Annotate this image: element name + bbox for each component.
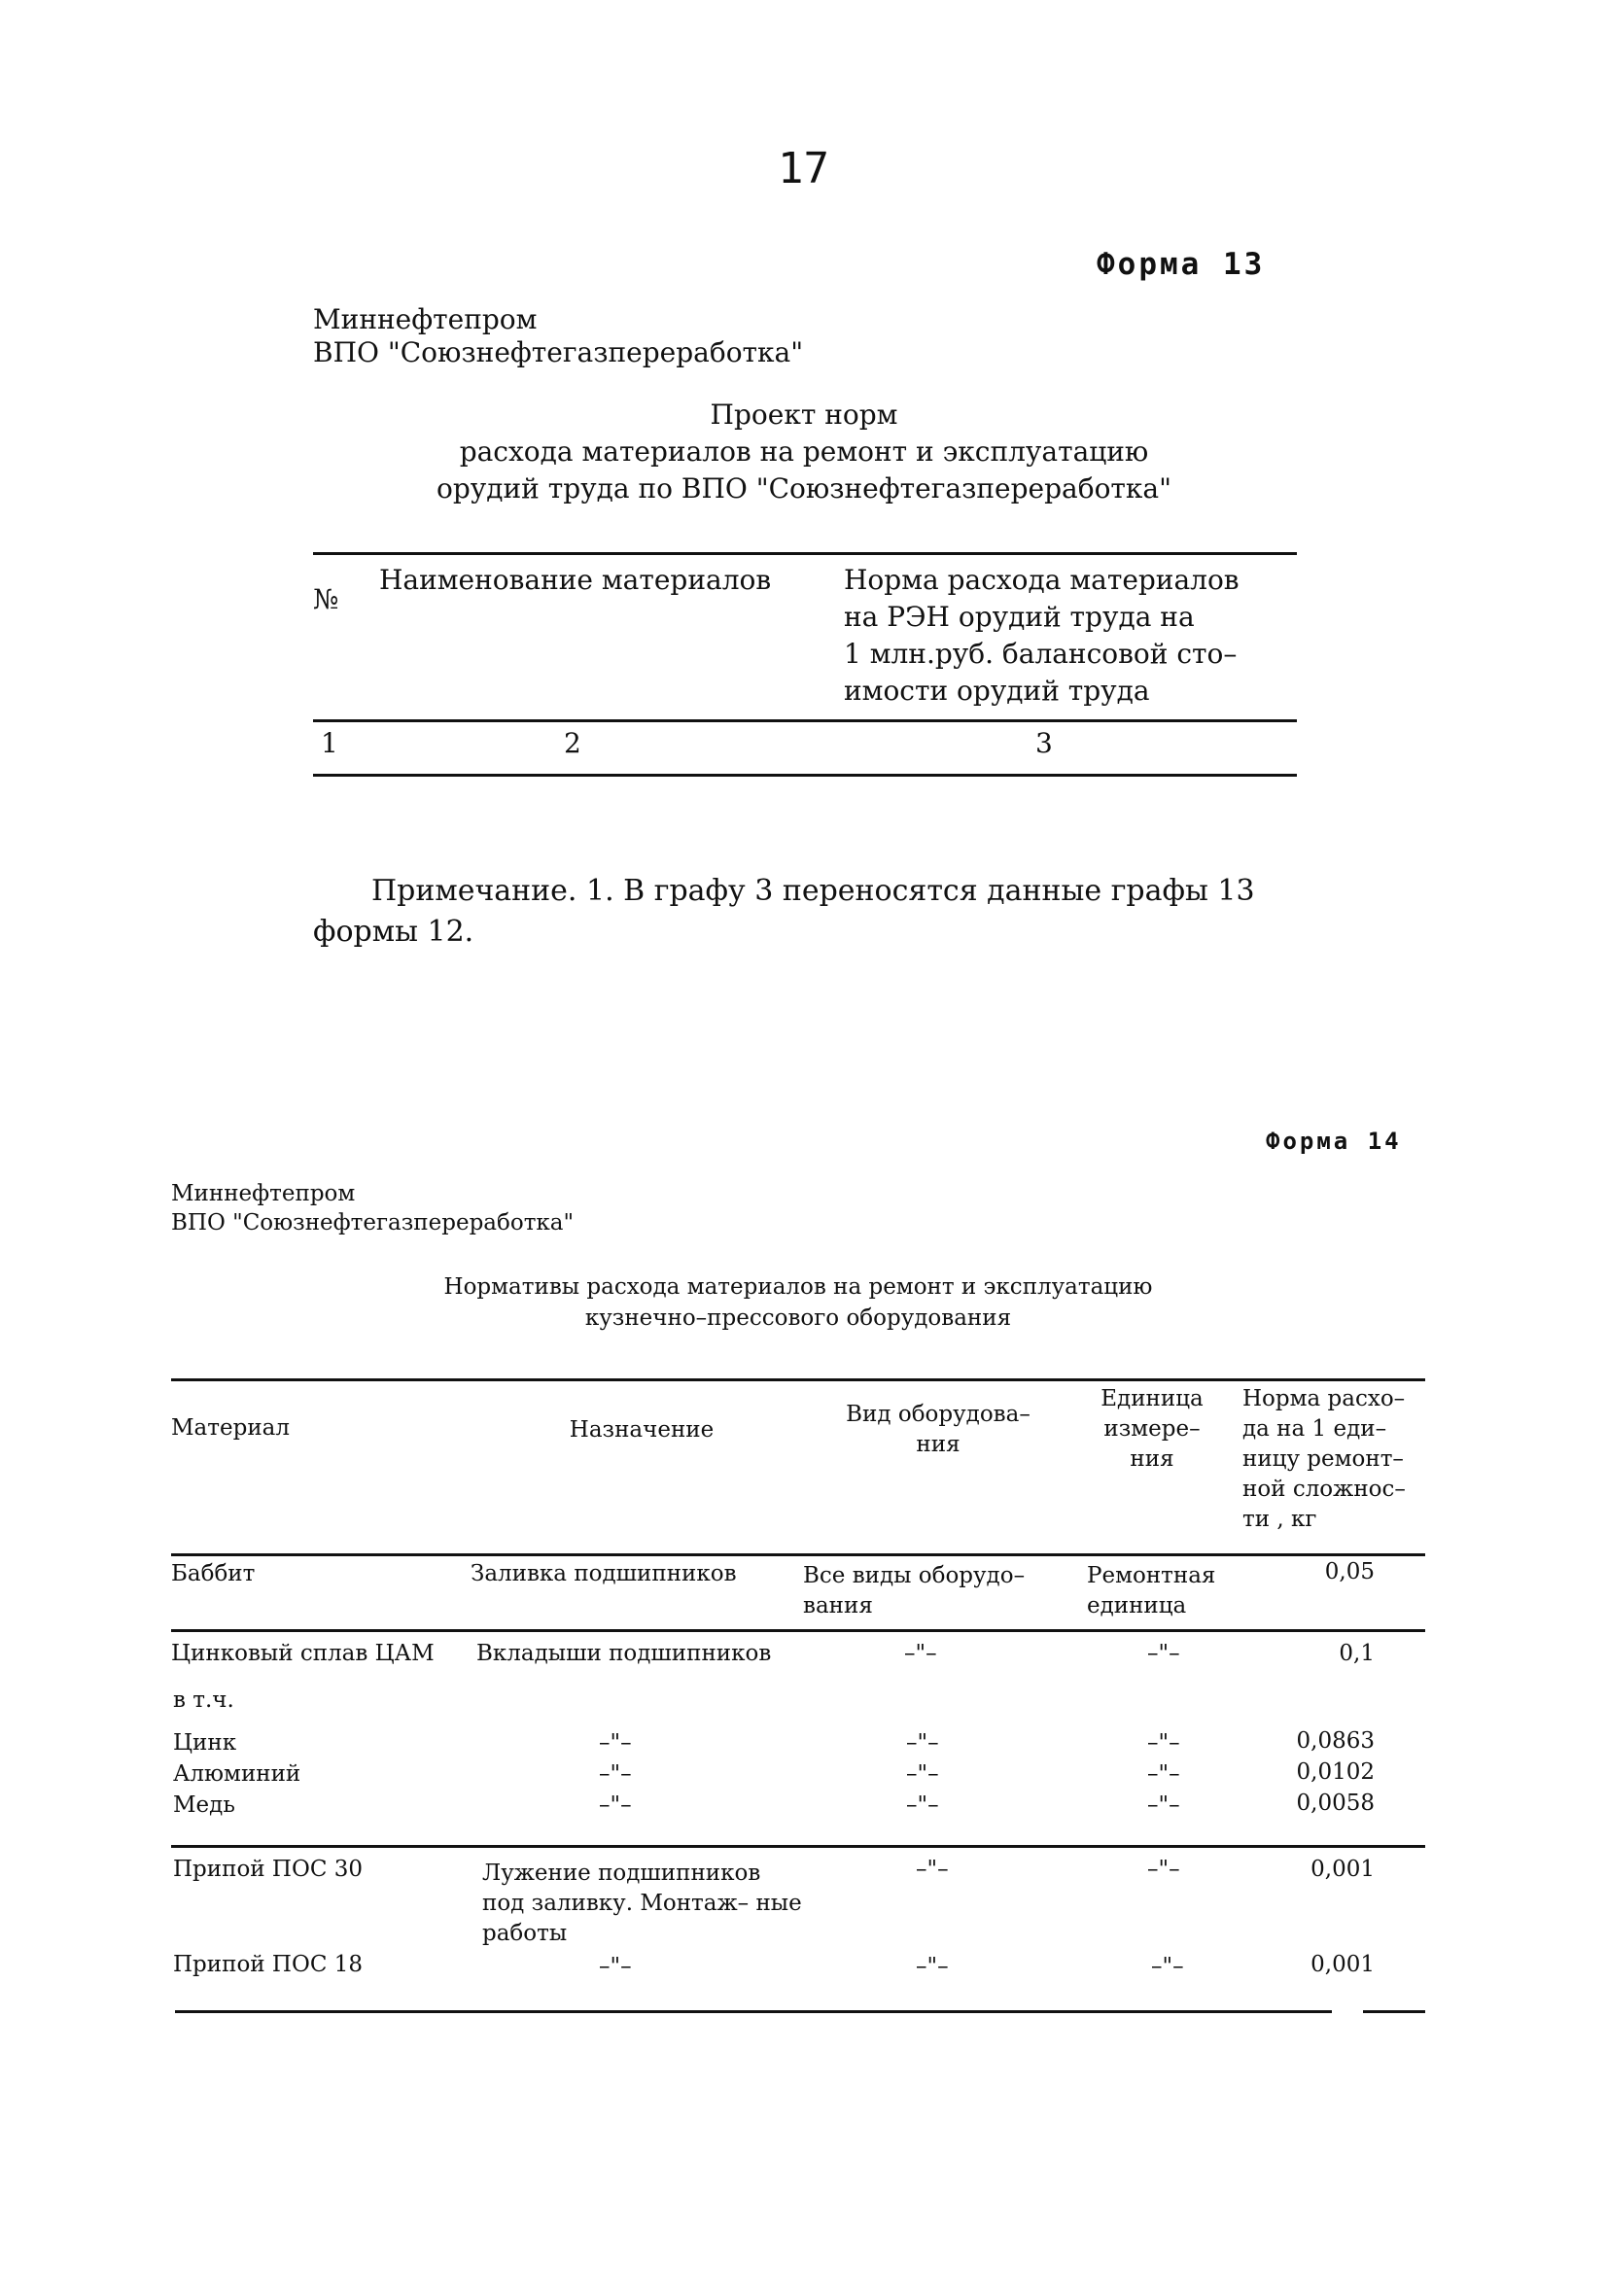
cell-equipment: –"– [906,1792,939,1818]
form13-note: Примечание. 1. В графу 3 переносятся данные графы 13 формы 12. [313,874,1255,949]
cell-equipment: –"– [916,1857,949,1882]
cell-equipment: –"– [906,1730,939,1756]
cell-unit: –"– [1147,1761,1180,1787]
title-line: орудий труда по ВПО "Союзнефтегазпереработка" [437,472,1171,504]
header-unit [1079,1384,1225,1475]
cell-norm: 0,0102 [1296,1759,1375,1785]
table-rule [171,1553,1425,1556]
cell-norm: 0,05 [1324,1559,1375,1584]
cell-purpose: –"– [599,1954,632,1979]
cell-purpose: Вкладыши подшипников [476,1641,772,1666]
form14-organization [171,1179,574,1237]
header-line: Единица [1100,1386,1204,1411]
title-line: расхода материалов на ремонт и эксплуатацию [459,435,1149,468]
header-line: 1 млн.руб. балансовой сто– [844,638,1238,670]
cell-unit: –"– [1151,1954,1184,1979]
title-line: Нормативы расхода материалов на ремонт и эксплуатацию [443,1274,1153,1300]
table-rule [313,774,1297,777]
header-line: на РЭН орудий труда на [844,601,1195,633]
cell-unit [1087,1561,1215,1621]
cell-material: Медь [173,1792,235,1818]
header-line: измере– [1103,1416,1201,1442]
cell-unit: –"– [1147,1641,1180,1666]
header-material-name: Наименование материалов [379,564,772,596]
column-number: 2 [564,727,581,759]
header-number: № [313,583,339,615]
header-line: ния [1130,1446,1174,1472]
form13-title [313,397,1295,507]
cell-unit: –"– [1147,1857,1180,1882]
cell-norm: 0,1 [1339,1641,1375,1666]
header-equipment [807,1400,1069,1460]
column-number: 3 [1035,727,1053,759]
title-line: Проект норм [710,399,898,431]
header-line: ния [916,1432,961,1457]
cell-purpose: –"– [599,1730,632,1756]
header-line: Вид оборудова– [846,1402,1031,1427]
cell-material: Баббит [171,1561,256,1586]
cell-material: Припой ПОС 30 [173,1857,364,1882]
header-line: ной сложнос– [1242,1477,1406,1502]
cell-purpose: Заливка подшипников [471,1561,737,1586]
title-line: кузнечно–прессового оборудования [584,1305,1012,1331]
cell-unit: –"– [1147,1792,1180,1818]
table-rule [1363,2010,1425,2013]
header-purpose: Назначение [569,1417,715,1443]
cell-norm: 0,0863 [1296,1728,1375,1754]
cell-material: Цинковый сплав ЦАМ [171,1641,435,1666]
org-ministry: Миннефтепром [171,1181,356,1206]
table-rule [171,1378,1425,1381]
header-line: Норма расхода материалов [844,564,1240,596]
form13-label: Форма 13 [1097,247,1266,282]
cell-purpose: Лужение подшипников под заливку. Монтаж– ные работы [482,1861,802,1946]
form14-label: Форма 14 [1266,1128,1402,1155]
cell-material: Припой ПОС 18 [173,1952,364,1977]
cell-line: вания [803,1593,873,1618]
header-line: ти , кг [1242,1507,1317,1532]
cell-line: Ремонтная [1087,1563,1216,1588]
org-association: ВПО "Союзнефтегазпереработка" [171,1210,575,1235]
column-number: 1 [321,727,338,759]
cell-unit: –"– [1147,1730,1180,1756]
header-material: Материал [171,1415,290,1441]
page-number: 17 [778,144,829,193]
cell-purpose: –"– [599,1792,632,1818]
org-ministry: Миннефтепром [313,303,538,335]
form13-organization [313,303,803,369]
header-line: имости орудий труда [844,675,1150,707]
cell-equipment [803,1561,1025,1621]
table-rule [171,1629,1425,1632]
form14-title [171,1271,1425,1334]
header-norm [844,562,1240,710]
cell-norm: 0,001 [1310,1952,1375,1977]
org-association: ВПО "Союзнефтегазпереработка" [313,336,804,368]
table-rule [313,552,1297,555]
header-line: Норма расхо– [1242,1386,1406,1411]
cell-norm: 0,0058 [1296,1791,1375,1816]
table-rule [171,1845,1425,1848]
cell-purpose: –"– [599,1761,632,1787]
header-norm [1242,1384,1406,1535]
table-rule [175,2010,1332,2013]
table-rule [313,719,1297,722]
cell-equipment: –"– [906,1761,939,1787]
header-line: да на 1 еди– [1242,1416,1387,1442]
cell-norm: 0,001 [1310,1857,1375,1882]
cell-equipment: –"– [916,1954,949,1979]
cell-material: Цинк [173,1730,237,1756]
cell-material: Алюминий [173,1761,301,1787]
cell-line: Все виды оборудо– [803,1563,1026,1588]
cell-equipment: –"– [904,1641,937,1666]
cell-material: в т.ч. [173,1687,234,1713]
cell-line: единица [1087,1593,1187,1618]
header-line: ницу ремонт– [1242,1446,1404,1472]
